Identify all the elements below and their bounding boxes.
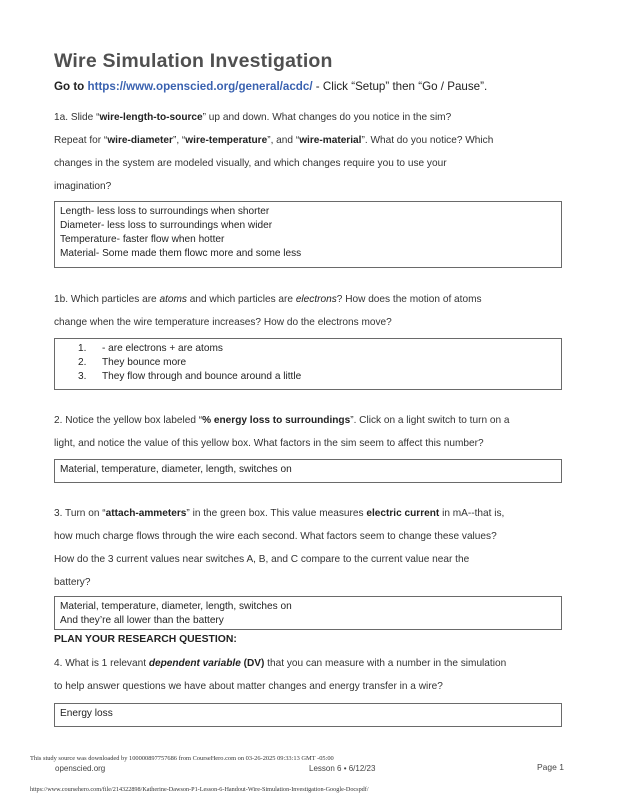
sim-link[interactable]: https://www.openscied.org/general/acdc/	[87, 80, 313, 93]
answer-box-4[interactable]	[54, 703, 562, 727]
footer-org: openscied.org	[55, 764, 106, 773]
list-text: They flow through and bounce around a little	[102, 371, 302, 382]
text: ”, “	[172, 135, 186, 146]
italic-term: atoms	[159, 294, 187, 305]
q3-line1	[54, 507, 504, 521]
list-item	[60, 356, 556, 370]
bold-term: wire-temperature	[185, 135, 268, 146]
q1a-line2	[54, 134, 493, 148]
bold-italic-term: dependent variable	[148, 658, 241, 669]
list-item	[60, 342, 556, 356]
bold-term: % energy loss to surroundings	[202, 415, 351, 426]
text: 2. Notice the yellow box labeled “	[54, 415, 203, 426]
answer-line: Length- less loss to surroundings when shorter	[60, 206, 270, 217]
goto-instruction: - Click “Setup” then “Go / Pause”.	[312, 80, 488, 93]
text: and which particles are	[186, 294, 296, 305]
text: 1a. Slide “	[54, 112, 100, 123]
q1a-line1	[54, 111, 451, 125]
list-number: 2.	[78, 357, 87, 368]
bold-term: (DV)	[240, 658, 265, 669]
answer-line: Material- Some made them flowc more and some less	[60, 248, 302, 259]
text: ” in the green box. This value measures	[186, 508, 367, 519]
bold-term: wire-length-to-source	[99, 112, 203, 123]
bold-term: wire-material	[299, 135, 362, 146]
source-url[interactable]: https://www.coursehero.com/file/214322898/Katherine-Dawson-P1-Lesson-6-Handout-Wire-Simulation-Investigation-Google-Docspdf/	[30, 786, 369, 793]
text: ”. Click on a light switch to turn on a	[350, 415, 510, 426]
text: 4. What is 1 relevant	[54, 658, 149, 669]
text: 1b. Which particles are	[54, 294, 160, 305]
text: ”, and “	[267, 135, 300, 146]
text: that you can measure with a number in the simulation	[264, 658, 507, 669]
footer-lesson: Lesson 6 • 6/12/23	[309, 764, 376, 773]
bold-term: attach-ammeters	[105, 508, 187, 519]
list-text: - are electrons + are atoms	[102, 343, 223, 354]
q4-line2: to help answer questions we have about matter changes and energy transfer in a wire?	[54, 681, 443, 692]
text: Repeat for “	[54, 135, 108, 146]
page-title: Wire Simulation Investigation	[54, 50, 333, 72]
numbered-list	[60, 342, 556, 384]
download-notice: This study source was downloaded by 100000897757686 from CourseHero.com on 03-26-2025 09:33:13 GMT -05:00	[30, 755, 334, 762]
answer-box-2[interactable]	[54, 459, 562, 483]
text: 3. Turn on “	[54, 508, 106, 519]
q3-line3: How do the 3 current values near switches A, B, and C compare to the current value near the	[54, 554, 470, 565]
q1a-line4: imagination?	[54, 181, 112, 192]
answer-line: Diameter- less loss to surroundings when wider	[60, 220, 273, 231]
q3-line4: battery?	[54, 577, 91, 588]
answer-line: Material, temperature, diameter, length, switches on	[60, 601, 292, 612]
answer-box-3[interactable]	[54, 596, 562, 630]
bold-term: electric current	[366, 508, 440, 519]
text: ? How does the motion of atoms	[336, 294, 482, 305]
answer-line: Temperature- faster flow when hotter	[60, 234, 225, 245]
answer-box-1a[interactable]	[54, 201, 562, 268]
answer-line: Material, temperature, diameter, length, switches on	[60, 464, 292, 475]
q3-line2: how much charge flows through the wire each second. What factors seem to change these values?	[54, 531, 497, 542]
text: ”. What do you notice? Which	[361, 135, 494, 146]
list-item	[60, 370, 556, 384]
answer-box-1b[interactable]	[54, 338, 562, 390]
answer-line: Energy loss	[60, 708, 113, 719]
italic-term: electrons	[295, 294, 337, 305]
text: ” up and down. What changes do you notice in the sim?	[202, 112, 452, 123]
q1b-line1	[54, 293, 482, 307]
list-number: 3.	[78, 371, 87, 382]
goto-line	[54, 80, 487, 93]
q1a-line3: changes in the system are modeled visually, and which changes require you to use your	[54, 158, 447, 169]
q2-line2: light, and notice the value of this yellow box. What factors in the sim seem to affect this number?	[54, 438, 484, 449]
q2-line1	[54, 414, 510, 428]
q4-line1	[54, 657, 506, 671]
list-number: 1.	[78, 343, 87, 354]
answer-line: And they’re all lower than the battery	[60, 615, 224, 626]
goto-label: Go to	[54, 80, 85, 93]
text: in mA--that is,	[439, 508, 505, 519]
page-number: Page 1	[537, 762, 564, 772]
list-text: They bounce more	[102, 357, 187, 368]
q1b-line2: change when the wire temperature increases? How do the electrons move?	[54, 317, 392, 328]
section-heading: PLAN YOUR RESEARCH QUESTION:	[54, 634, 237, 645]
bold-term: wire-diameter	[107, 135, 173, 146]
